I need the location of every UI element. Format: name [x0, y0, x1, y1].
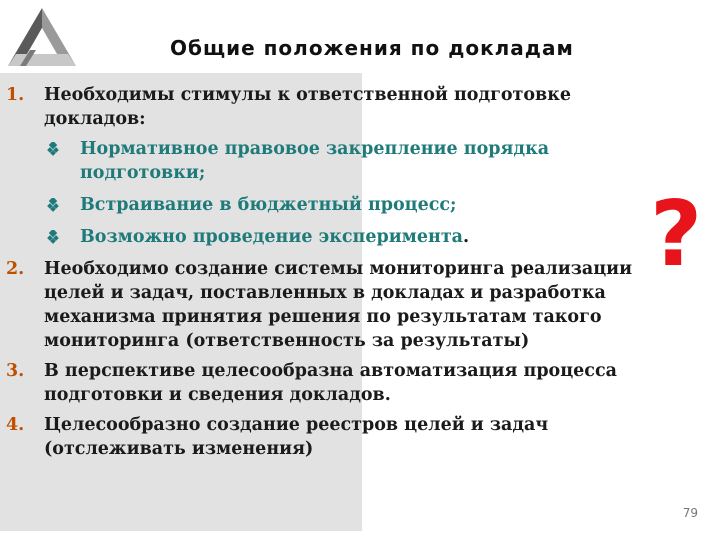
- page-number: 79: [682, 506, 698, 520]
- list-item-2: [6, 257, 666, 353]
- item-text: В перспективе целесообразна автоматизация процесса подготовки и сведения докладов.: [44, 361, 617, 405]
- list-item-3: [6, 359, 666, 407]
- sub-item-3: [6, 225, 666, 249]
- slide-title: Общие положения по докладам: [170, 36, 574, 60]
- sub-item-text: Нормативное правовое закрепление порядка подготовки;: [80, 139, 550, 183]
- impossible-triangle-icon: [6, 4, 78, 74]
- item-number: 1.: [6, 85, 25, 105]
- question-mark: ?: [650, 182, 703, 287]
- list-item-1: [6, 83, 666, 131]
- sub-item-tail: .: [463, 227, 470, 247]
- sub-item-2: [6, 193, 666, 217]
- diamond-bullet-icon: [46, 230, 60, 244]
- diamond-bullet-icon: [46, 142, 60, 156]
- item-text: Целесообразно создание реестров целей и задач (отслеживать изменения): [44, 415, 549, 459]
- sub-item-1: [6, 137, 666, 185]
- sub-item-text: Встраивание в бюджетный процесс;: [80, 195, 457, 215]
- item-number: 2.: [6, 259, 25, 279]
- sub-item-text: Возможно проведение эксперимента: [80, 227, 464, 247]
- diamond-bullet-icon: [46, 198, 60, 212]
- list-item-4: [6, 413, 666, 461]
- item-text: Необходимо создание системы мониторинга реализации целей и задач, поставленных в докладах и разработка механизма принятия решения по результатам такого мониторинга (ответственность за результаты): [44, 259, 633, 351]
- item-number: 3.: [6, 361, 25, 381]
- item-list: [6, 83, 666, 467]
- item-number: 4.: [6, 415, 25, 435]
- item-text: Необходимы стимулы к ответственной подготовке докладов:: [44, 85, 571, 129]
